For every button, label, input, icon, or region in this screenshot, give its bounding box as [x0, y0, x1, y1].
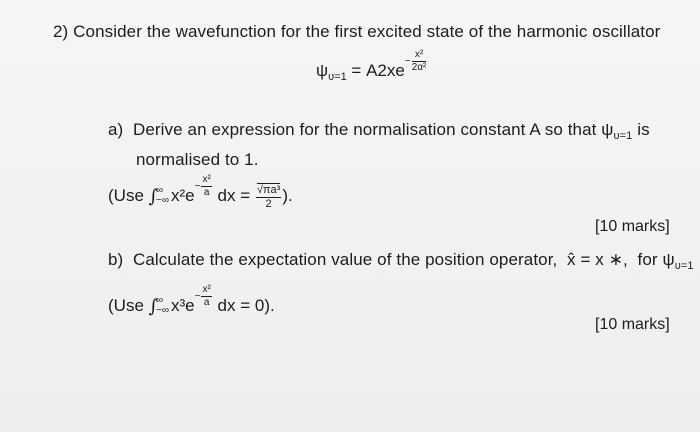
integral-b-icon: ∫: [148, 295, 159, 317]
part-a-label: a): [108, 120, 124, 139]
question-number: 2): [53, 22, 69, 41]
psi-symbol: ψ: [316, 60, 329, 80]
hint-b-open: (Use: [108, 295, 144, 315]
part-a-is: is: [637, 120, 650, 139]
hint-exponent: [195, 175, 213, 198]
part-b-line1: [108, 250, 694, 272]
exponent-fraction: [412, 50, 427, 73]
integrand-b: x³e: [171, 295, 195, 315]
hint-dx-equals: dx =: [217, 185, 251, 205]
hint-b-exponent-fraction: [201, 285, 211, 308]
wavefunction-equation: [316, 49, 427, 83]
hint-result-numerator: √πa³: [256, 183, 281, 196]
part-a-marks: [595, 218, 670, 236]
part-a-text: Derive an expression for the normalisation constant A so that: [132, 120, 597, 139]
hint-open: (Use: [108, 185, 144, 205]
equals-sign: =: [351, 60, 362, 80]
part-b-for: for: [637, 250, 658, 269]
part-a-line1: [108, 120, 650, 142]
part-b-text: Calculate the expectation value of the position operator,: [132, 250, 558, 269]
hint-result-fraction: [256, 183, 281, 210]
hint-b-exponent-minus: −: [194, 291, 201, 303]
hint-b-exponent: [195, 285, 213, 308]
hint-close: ).: [282, 185, 293, 205]
hint-exponent-denominator: a: [203, 187, 210, 198]
part-b-psi: ψ: [662, 250, 675, 269]
part-a-marks-text: [10 marks]: [595, 218, 670, 235]
exponent-numerator: x²: [412, 50, 427, 62]
hint-b-exponent-numerator: x²: [202, 284, 211, 295]
position-operator: x̂ = x ∗,: [567, 250, 628, 269]
integrand: x²e: [171, 185, 195, 205]
part-b-psi-subscript: υ=1: [674, 260, 694, 272]
hint-exponent-fraction: [201, 175, 211, 198]
integral-icon: ∫: [148, 185, 159, 207]
hint-result-denominator: 2: [265, 197, 272, 210]
part-b-marks-text: [10 marks]: [595, 316, 670, 333]
lower-b-limit: −∞: [156, 305, 169, 317]
part-b-label: b): [108, 250, 124, 269]
hint-b-exponent-denominator: a: [203, 297, 210, 308]
upper-b-limit: ∞: [156, 294, 164, 306]
part-b-hint: [108, 284, 275, 317]
hint-exponent-numerator: x²: [202, 174, 211, 185]
exponent-minus: −: [404, 56, 411, 68]
hint-exponent-minus: −: [194, 181, 201, 193]
wavefunction-prefix: A2xe: [366, 60, 405, 80]
question-heading: [53, 22, 660, 42]
part-a-psi-subscript: υ=1: [613, 130, 633, 142]
part-a-line2: [136, 150, 259, 170]
part-a-text-line2: normalised to 1.: [136, 150, 259, 169]
part-a-psi: ψ: [601, 120, 614, 139]
part-a-hint: [108, 174, 293, 210]
question-intro: Consider the wavefunction for the first excited state of the harmonic oscillator: [73, 22, 661, 41]
exponent-denominator: 2α²: [411, 62, 427, 73]
wavefunction-exponent: [405, 50, 428, 73]
hint-b-dx-equals: dx = 0).: [217, 295, 275, 315]
lower-limit: −∞: [156, 195, 169, 207]
part-b-marks: [595, 316, 670, 334]
upper-limit: ∞: [156, 184, 164, 196]
psi-subscript: υ=1: [328, 70, 347, 83]
